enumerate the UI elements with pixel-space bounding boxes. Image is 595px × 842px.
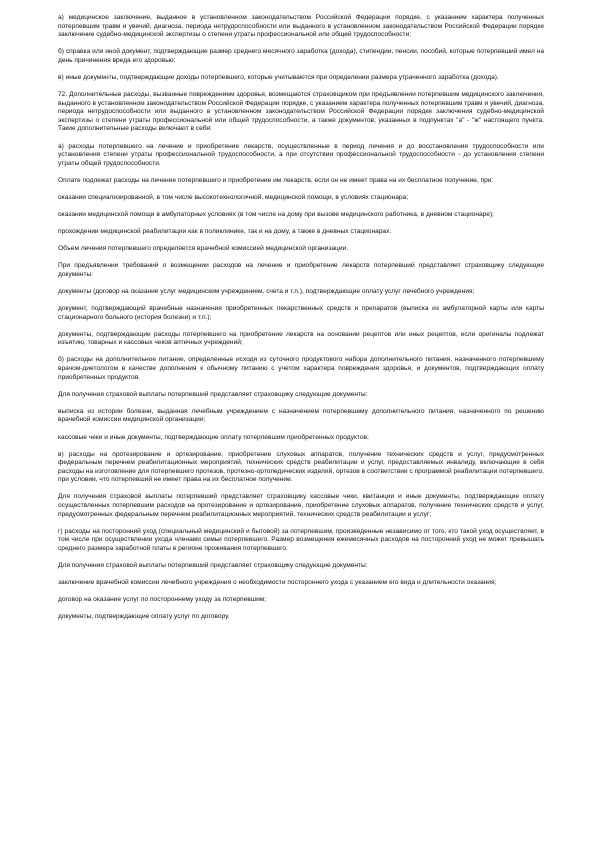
paragraph-contract-documents: документы (договор на оказание услуг медицинским учреждением, счета и т.п.), подтверждающие оплату услуг лечебного учреждения; [58, 287, 475, 295]
paragraph-receipts-documents: документы, подтверждающие расходы потерпевшего на приобретение лекарств на основании рецептов или иных рецептов, если оригиналы подлежат изъятию, товарных и кассовых чеков аптечных учреждений; [58, 330, 544, 347]
paragraph-rehabilitation: прохождении медицинской реабилитации как в поликлинике, так и на дому, а также в дневных стационарах. [58, 228, 392, 236]
paragraph-a-treatment-medicines: а) расходы потерпевшего на лечение и приобретение лекарств, осуществленные в период лечения и до восстановления трудоспособности или установления степени утраты профессиональной трудоспособности, а при отсутствии профессиональной трудоспособности - до установления степени утраты общей трудоспособности. [58, 142, 544, 167]
paragraph-medical-history-extract: выписка из истории болезни, выданная лечебным учреждением с назначением потерпевшему дополнительного питания, назначенного по решению врачебной комиссии медицинской организации; [58, 407, 544, 424]
paragraph-claim-documents-intro: При предъявлении требований о возмещении расходов на лечение и приобретение лекарств потерпевший представляет страховщику следующие документы: [58, 262, 544, 278]
paragraph-outpatient-care: оказании медицинской помощи в амбулаторных условиях (в том числе на дому при вызове медицинского работника, в дневном стационаре); [58, 211, 495, 218]
paragraph-b-salary-certificate: б) справка или иной документ, подтверждающие размер среднего месячного заработка (дохода), стипендии, пенсии, пособий, которые потерпевший имел на день причинения вреда его здоровью; [58, 48, 544, 64]
paragraph-payment-proof: документы, подтверждающие оплату услуг по договору. [58, 613, 230, 621]
paragraph-prosthetics-documents: Для получения страховой выплаты потерпевший представляет страховщику кассовые чеки, квитанции и иные документы, подтверждающие оплату осуществленных потерпевшим расходов на протезирование и ортезирование, приобретение слуховых аппаратов, получение технических средств и услуг, предусмотренных федеральным перечнем реабилитационных мероприятий, технических средств реабилитации и услуг; [58, 493, 544, 518]
paragraph-g-outside-care: г) расходы на посторонний уход (специальный медицинский и бытовой) за потерпевшим, произведенные независимо от того, кто такой уход осуществляет, в том числе при осуществлении ухода членами семьи потерпевшего. Размер возмещения ежемесячных расходов на посторонний уход не может превышать среднего размера заработной платы в регионе проживания потерпевшего. [58, 527, 544, 552]
paragraph-care-documents-intro: Для получения страховой выплаты потерпевший представляет страховщику следующие документы: [58, 562, 368, 570]
paragraph-commission-conclusion: заключение врачебной комиссии лечебного учреждения о необходимости постороннего ухода с указанием его вида и длительности оказания; [58, 579, 497, 587]
paragraph-b-additional-nutrition: б) расходы на дополнительное питание, определенные исходя из суточного продуктового набора дополнительного питания, назначенного потерпевшему врачом-диетологом в качестве дополнения к обычному питанию с учетом характера повреждения здоровья, и документов, подтверждающих оплату приобретенных продуктов. [58, 356, 544, 381]
paragraph-specialized-care: оказании специализированной, в том числе высокотехнологичной, медицинской помощи, в условиях стационара; [58, 193, 409, 201]
paragraph-treatment-volume: Объем лечения потерпевшего определяется врачебной комиссией медицинской организации. [58, 245, 349, 253]
paragraph-nutrition-documents-intro: Для получения страховой выплаты потерпевший представляет страховщику следующие документы: [58, 390, 368, 398]
paragraph-cash-receipts: кассовые чеки и иные документы, подтверждающие оплату потерпевшим приобретенных продуктов; [58, 433, 369, 441]
paragraph-care-contract: договор на оказание услуг по постороннему уходу за потерпевшим; [58, 596, 267, 604]
paragraph-v-prosthetics: в) расходы на протезирование и ортезирование, приобретение слуховых аппаратов, получение технических средств и услуг, предусмотренных федеральным перечнем реабилитационных мероприятий, технических средств реабилитации и услуг, предоставляемых инвалиду, включающие в себя расходы на изготовление для потерпевшего протезов, протезно-ортопедических изделий, ортезов в соответствии с программой реабилитации потерпевшего, при условии, что потерпевший не имеет права на их бесплатное получение. [58, 450, 544, 484]
document-body [58, 14, 544, 630]
paragraph-72-additional-expenses: 72. Дополнительные расходы, вызванные повреждением здоровья, возмещаются страховщиком при предъявлении потерпевшим медицинского заключения, выданного в установленном законодательством Российской Федерации порядке, с указанием характера полученных потерпевшим травм и увечий, диагноза, периода нетрудоспособности или выданного в установленном законодательством Российской Федерации порядке заключения судебно-медицинской экспертизы о степени утраты профессиональной или общей трудоспособности, а также документов, указанных в подпунктах "а" - "ж" настоящего пункта. Такие дополнительные расходы включают в себя: [58, 91, 544, 133]
paragraph-payment-conditions: Оплате подлежат расходы на лечение потерпевшего и приобретение им лекарств, если он не имеет права на их бесплатное получение, при: [58, 176, 494, 184]
paragraph-a-med-conclusion: а) медицинское заключение, выданное в установленном законодательством Российской Федерации порядке, с указанием характера полученных потерпевшим травм и увечий, диагноза, периода нетрудоспособности или выданного в установленном законодательством Российской Федерации порядке заключение судебно-медицинской экспертизы о степени утраты профессиональной или общей трудоспособности; [58, 14, 544, 39]
paragraph-v-income-documents: в) иные документы, подтверждающие доходы потерпевшего, которые учитываются при определении размера утраченного заработка (дохода). [58, 73, 499, 81]
paragraph-prescription-document: документ, подтверждающий врачебные назначения приобретенных лекарственных средств и препаратов (выписка из амбулаторной карты или карты стационарного больного (история болезни) и т.п.); [58, 305, 544, 321]
